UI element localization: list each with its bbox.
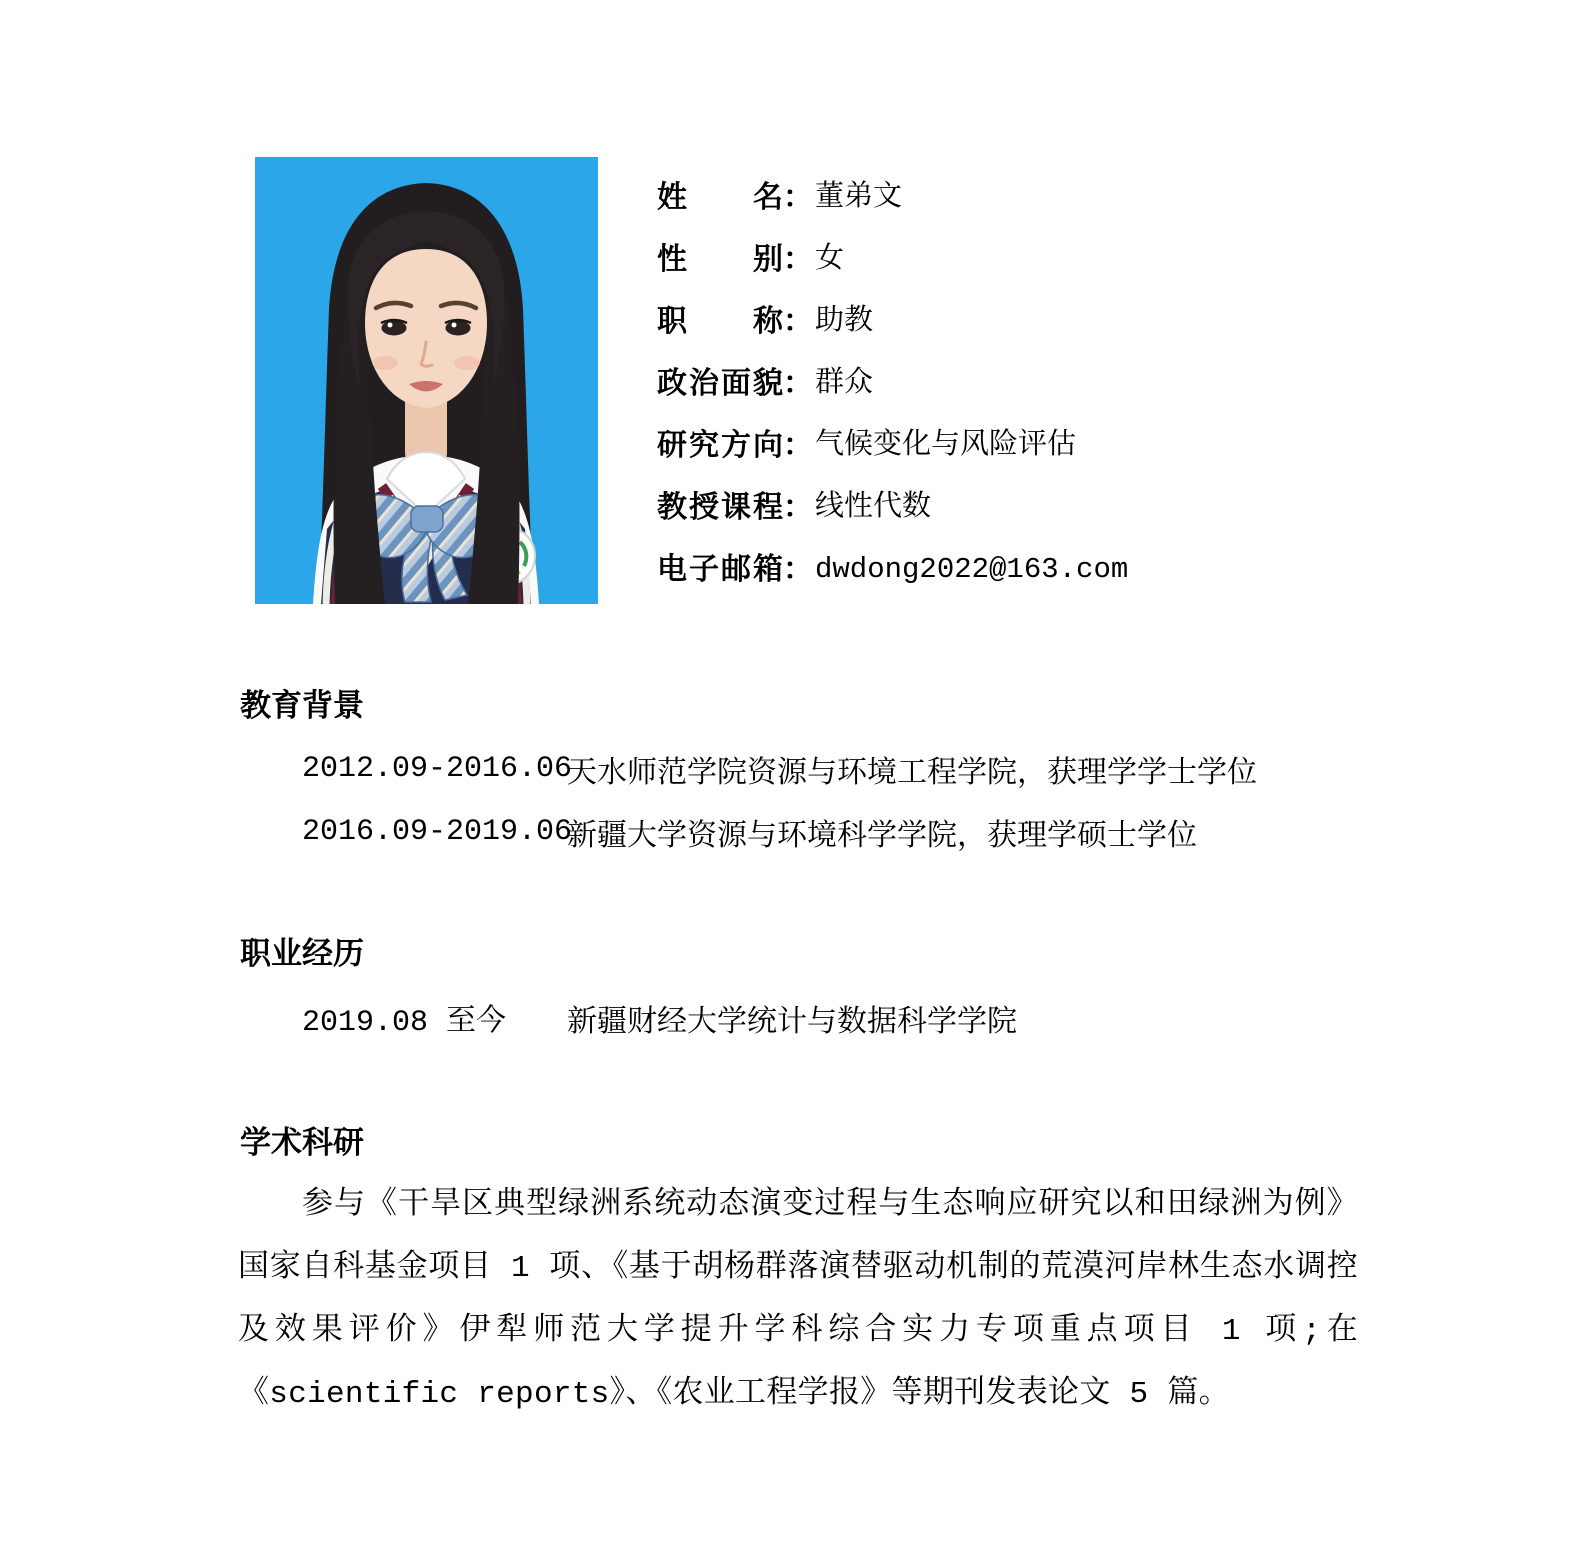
info-value: 线性代数 bbox=[815, 491, 932, 524]
info-value: 女 bbox=[815, 243, 845, 276]
info-colon: ： bbox=[783, 305, 813, 338]
info-value: 群众 bbox=[815, 367, 874, 400]
info-row-title bbox=[657, 291, 1437, 353]
section-title-research: 学术科研 bbox=[240, 1125, 364, 1160]
education-entry bbox=[302, 800, 1402, 863]
entry-period: 2019.08 至今 bbox=[302, 1006, 507, 1040]
entry-period: 2012.09-2016.06 bbox=[302, 751, 573, 786]
info-row-courses bbox=[657, 477, 1437, 539]
entry-period: 2016.09-2019.06 bbox=[302, 814, 573, 849]
info-row-gender bbox=[657, 229, 1437, 291]
education-entries bbox=[302, 737, 1402, 863]
info-colon: ： bbox=[783, 367, 813, 400]
info-colon: ： bbox=[783, 429, 813, 462]
section-title-education: 教育背景 bbox=[240, 688, 364, 723]
entry-detail: 天水师范学院资源与环境工程学院，获理学学士学位 bbox=[567, 755, 1257, 789]
info-colon: ： bbox=[783, 181, 813, 214]
education-entry bbox=[302, 737, 1402, 800]
info-value: 董弟文 bbox=[815, 181, 903, 214]
info-row-political-status bbox=[657, 353, 1437, 415]
info-label: 职称 bbox=[657, 305, 783, 338]
work-entry bbox=[302, 986, 1402, 1049]
entry-detail: 新疆大学资源与环境科学学院，获理学硕士学位 bbox=[567, 818, 1197, 852]
info-label: 姓名 bbox=[657, 181, 783, 214]
info-label: 研究方向 bbox=[657, 429, 783, 462]
info-label: 性别 bbox=[657, 243, 783, 276]
info-label: 电子邮箱 bbox=[657, 553, 783, 586]
info-value: 助教 bbox=[815, 305, 874, 338]
work-entries bbox=[302, 986, 1402, 1049]
portrait-illustration bbox=[255, 157, 598, 604]
info-label: 政治面貌 bbox=[657, 367, 783, 400]
info-row-name bbox=[657, 167, 1437, 229]
info-colon: ： bbox=[783, 491, 813, 524]
email-value: dwdong2022@163.com bbox=[815, 553, 1129, 586]
info-label: 教授课程 bbox=[657, 491, 783, 524]
research-paragraph: 参与《干旱区典型绿洲系统动态演变过程与生态响应研究以和田绿洲为例》国家自科基金项目 1 项、《基于胡杨群落演替驱动机制的荒漠河岸林生态水调控及效果评价》伊犁师范大学提升学科综合实力专项重点项目 1 项;在《scientific reports》、《农业工程学报》等期刊发表论文 5 篇。 bbox=[238, 1188, 1358, 1412]
profile-photo bbox=[255, 157, 598, 604]
info-value: 气候变化与风险评估 bbox=[815, 429, 1077, 462]
info-colon: ： bbox=[783, 553, 813, 586]
entry-detail: 新疆财经大学统计与数据科学学院 bbox=[567, 1004, 1017, 1038]
section-title-work: 职业经历 bbox=[240, 936, 364, 971]
profile-info-list bbox=[657, 167, 1437, 601]
info-row-research-direction bbox=[657, 415, 1437, 477]
info-colon: ： bbox=[783, 243, 813, 276]
info-row-email bbox=[657, 539, 1437, 601]
